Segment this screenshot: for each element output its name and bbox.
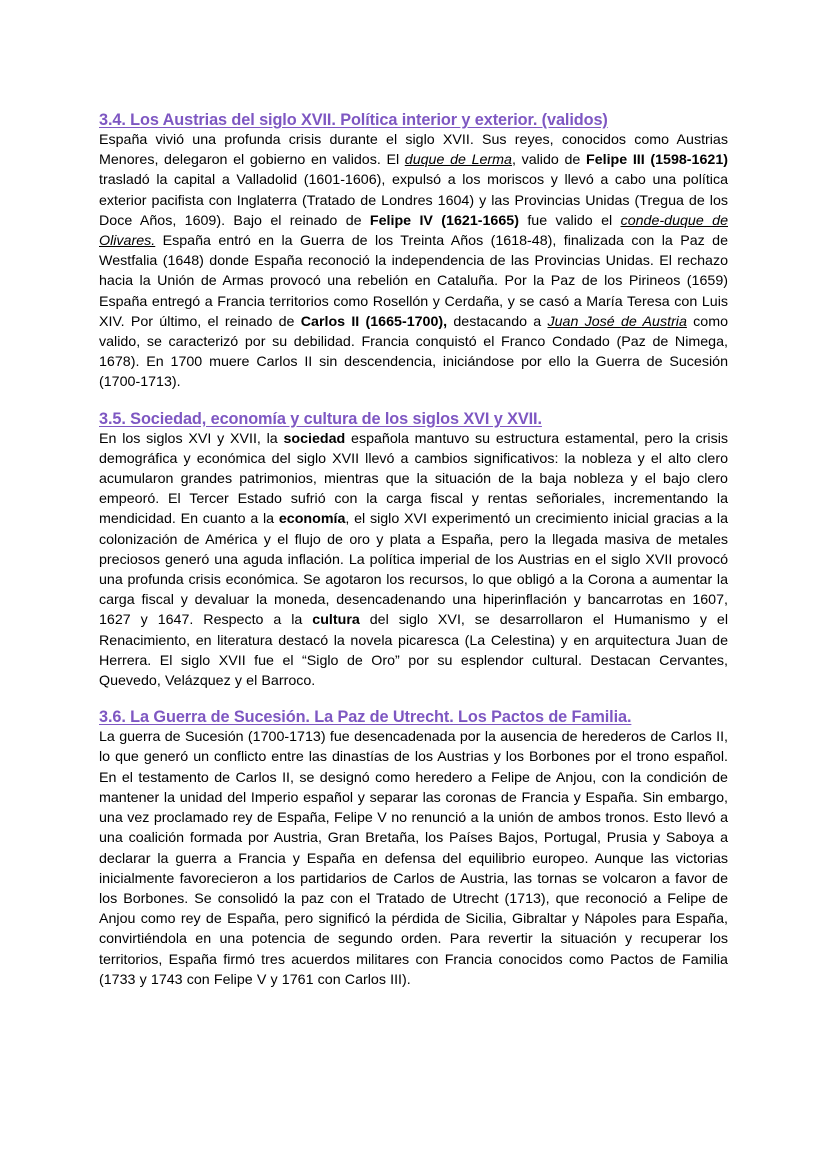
link-conde-duque-de-olivares: conde-duque de Olivares. xyxy=(99,212,728,250)
section-heading: 3.6. La Guerra de Sucesión. La Paz de Utrecht. Los Pactos de Familia. xyxy=(99,708,632,727)
section-austrias-siglo-xvii xyxy=(99,110,728,393)
section-paragraph: En los siglos XVI y XVII, la sociedad española mantuvo su estructura estamental, pero la crisis demográfica y económica del siglo XVII llevó a cambios significativos: la nobleza y el alto clero acumularon grandes patrimonios, mientras que la situación de la baja nobleza y el bajo clero empeoró. El Tercer Estado sufrió con la carga fiscal y rentas señoriales, incrementando la mendicidad. En cuanto a la economía, el siglo XVI experimentó un crecimiento inicial gracias a la colonización de América y el flujo de oro y plata a España, pero la llegada masiva de metales preciosos generó una aguda inflación. La política imperial de los Austrias en el siglo XVII provocó una profunda crisis económica. Se agotaron los recursos, lo que obligó a la Corona a aumentar la carga fiscal y devaluar la moneda, desencadenando una hiperinflación y bancarrotas en 1607, 1627 y 1647. Respecto a la cultura del siglo XVI, se desarrollaron el Humanismo y el Renacimiento, en literatura destacó la novela picaresca (La Celestina) y en arquitectura Juan de Herrera. El siglo XVII fue el “Siglo de Oro” por su esplendor cultural. Destacan Cervantes, Quevedo, Velázquez y el Barroco. xyxy=(99,430,728,690)
section-paragraph: España vivió una profunda crisis durante el siglo XVII. Sus reyes, conocidos como Austrias Menores, delegaron el gobierno en validos. El duque de Lerma, valido de Felipe III (1598-1621) trasladó la capital a Valladolid (1601-1606), expulsó a los moriscos y llevó a cabo una política exterior pacifista con Inglaterra (Tratado de Londres 1604) y las Provincias Unidas (Tregua de los Doce Años, 1609). Bajo el reinado de Felipe IV (1621-1665) fue valido el conde-duque de Olivares. España entró en la Guerra de los Treinta Años (1618-48), finalizada con la Paz de Westfalia (1648) donde España reconoció la independencia de las Provincias Unidas. El rechazo hacia la Unión de Armas provocó una rebelión en Cataluña. Por la Paz de los Pirineos (1659) España entregó a Francia territorios como Rosellón y Cerdaña, y se casó a María Teresa con Luis XIV. Por último, el reinado de Carlos II (1665-1700), destacando a Juan José de Austria como valido, se caracterizó por su debilidad. Francia conquistó el Franco Condado (Paz de Nimega, 1678). En 1700 muere Carlos II sin descendencia, iniciándose por ello la Guerra de Sucesión (1700-1713). xyxy=(99,132,729,391)
section-heading: 3.5. Sociedad, economía y cultura de los siglos XVI y XVII. xyxy=(99,409,542,428)
section-heading: 3.4. Los Austrias del siglo XVII. Política interior y exterior. (validos) xyxy=(99,111,608,129)
section-paragraph: La guerra de Sucesión (1700-1713) fue desencadenada por la ausencia de herederos de Carlos II, lo que generó un conflicto entre las dinastías de los Austrias y los Borbones por el trono español. En el testamento de Carlos II, se designó como heredero a Felipe de Anjou, con la condición de mantener la unidad del Imperio español y separar las coronas de Francia y España. Sin embargo, una vez proclamado rey de España, Felipe V no renunció a la unión de ambos tronos. Esto llevó a una coalición formada por Austria, Gran Bretaña, los Países Bajos, Portugal, Prusia y Saboya a declarar la guerra a Francia y España en defensa del equilibrio europeo. Aunque las victorias inicialmente favorecieron a los partidarios de Carlos de Austria, las tornas se volcaron a favor de los Borbones. Se consolidó la paz con el Tratado de Utrecht (1713), que reconoció a Felipe de Anjou como rey de España, pero significó la pérdida de Sicilia, Gibraltar y Nápoles para España, convirtiéndola en una potencia de segundo orden. Para revertir la situación y recuperar los territorios, España firmó tres acuerdos militares con Francia conocidos como Pactos de Familia (1733 y 1743 con Felipe V y 1761 con Carlos III). xyxy=(99,729,728,988)
document-page xyxy=(99,110,728,1006)
link-juan-jose-de-austria: Juan José de Austria xyxy=(547,313,687,330)
section-guerra-de-sucesion xyxy=(99,707,728,990)
section-sociedad-economia-cultura xyxy=(99,409,728,692)
link-duque-de-lerma: duque de Lerma xyxy=(404,152,512,169)
